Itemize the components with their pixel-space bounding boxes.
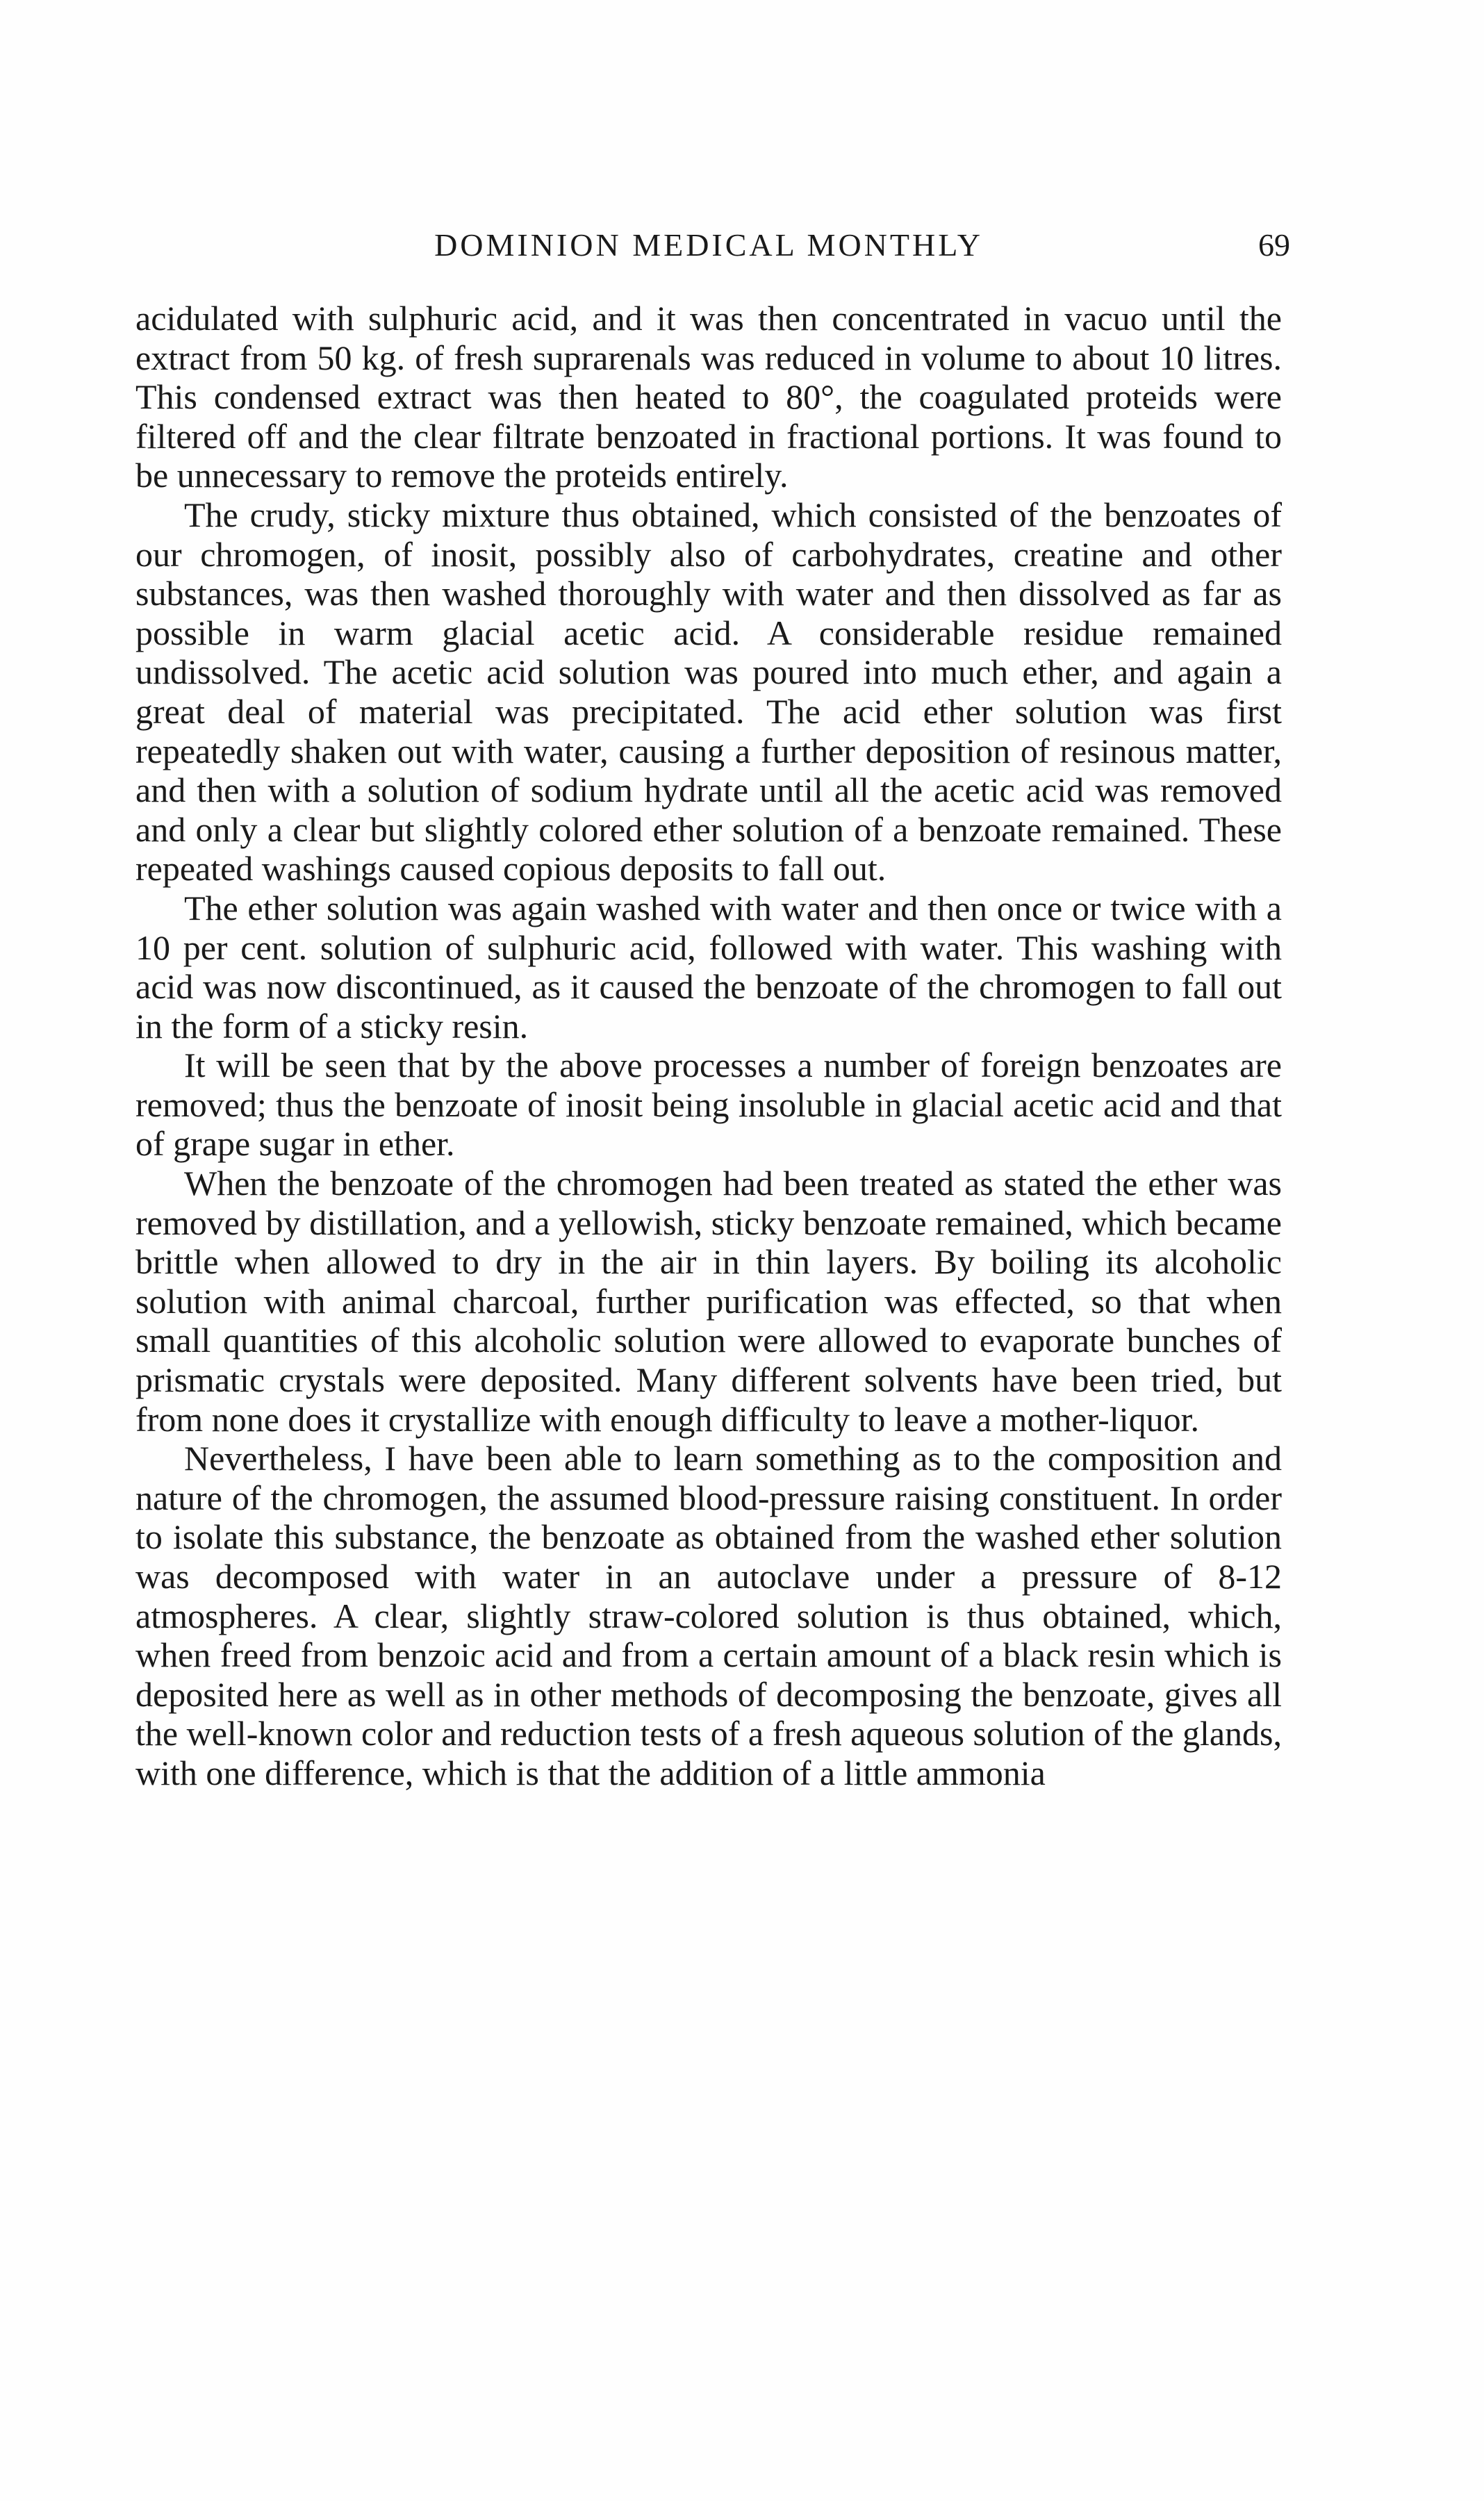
paragraph: When the benzoate of the chromogen had been treated as stated the ether was removed by distillation, and a yellowish, sticky benzoate remained, which became brittle when allowed to dry in the air in thin layers. By boiling its alcoholic solution with animal charcoal, further purification was effected, so that when small quantities of this alcoholic solution were allowed to evaporate bunches of prismatic crystals were deposited. Many different solvents have been tried, but from none does it crystallize with enough difficulty to leave a mother-liquor. [135,1164,1282,1439]
paragraph: The ether solution was again washed with water and then once or twice with a 10 per cent. solution of sulphuric acid, followed with water. This washing with acid was now discontinued, as it caused the benzoate of the chromogen to fall out in the form of a sticky resin. [135,888,1282,1046]
journal-title: DOMINION MEDICAL MONTHLY [434,227,983,263]
paragraph: The crudy, sticky mixture thus obtained, which consisted of the benzoates of our chromogen, of inosit, possibly also of carbohydrates, creatine and other substances, was then washed thoroughly with water and then dissolved as far as possible in warm glacial acetic acid. A considerable residue remained undissolved. The acetic acid solution was poured into much ether, and again a great deal of material was precipitated. The acid ether solution was first repeatedly shaken out with water, causing a further deposition of resinous matter, and then with a solution of sodium hydrate until all the acetic acid was removed and only a clear but slightly colored ether solution of a benzoate remained. These repeated washings caused copious deposits to fall out. [135,495,1282,889]
running-head [135,221,1290,270]
paragraph: It will be seen that by the above processes a number of foreign benzoates are removed; thus the benzoate of inosit being insoluble in glacial acetic acid and that of grape sugar in ether. [135,1046,1282,1164]
paragraph: Nevertheless, I have been able to learn something as to the composition and nature of the chromogen, the assumed blood-pressure raising constituent. In order to isolate this substance, the benzoate as obtained from the washed ether solution was decomposed with water in an autoclave under a pressure of 8-12 atmospheres. A clear, slightly straw-colored solution is thus obtained, which, when freed from benzoic acid and from a certain amount of a black resin which is deposited here as well as in other methods of decomposing the benzoate, gives all the well-known color and reduction tests of a fresh aqueous solution of the glands, with one difference, which is that the addition of a little ammonia [135,1439,1282,1792]
body-text [135,299,1282,1793]
page-number: 69 [1258,227,1290,263]
paragraph-continuation: acidulated with sulphuric acid, and it was then concentrated in vacuo until the extract from 50 kg. of fresh suprarenals was reduced in volume to about 10 litres. This condensed extract was then heated to 80°, the coagulated proteids were filtered off and the clear filtrate benzoated in fractional portions. It was found to be unnecessary to remove the proteids entirely. [135,299,1282,495]
